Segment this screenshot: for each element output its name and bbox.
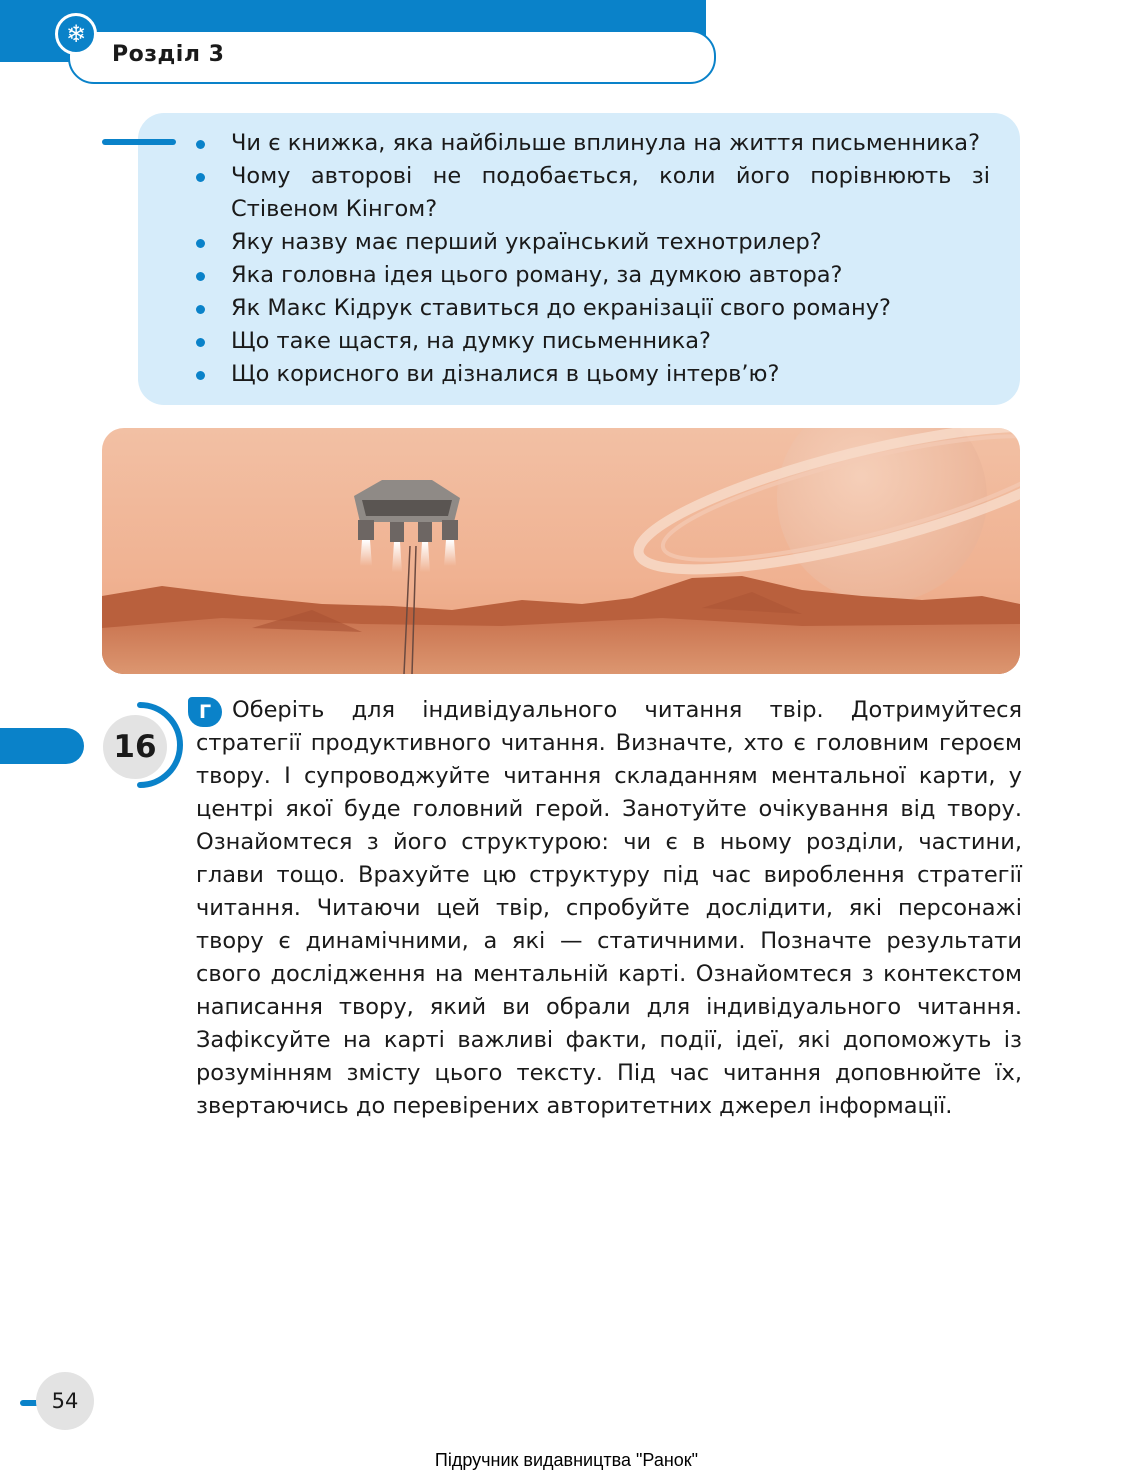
task-type-badge: Г [188, 697, 222, 727]
question-item: Чи є книжка, яка найбільше вплинула на життя письменника? [194, 127, 990, 160]
questions-marker [102, 139, 176, 145]
snowflake-icon: ❄ [55, 13, 97, 55]
mars-illustration [102, 428, 1020, 674]
question-item: Яка головна ідея цього роману, за думкою автора? [194, 259, 990, 292]
task-number-bar [0, 728, 84, 764]
question-item: Чому авторові не подобається, коли його порівнюють зі Стівеном Кінгом? [194, 160, 990, 226]
footer-publisher: Підручник видавництва "Ранок" [434, 1450, 699, 1470]
section-title: Розділ 3 [112, 42, 225, 67]
page-number: 54 [36, 1372, 94, 1430]
question-item: Яку назву має перший український технотрилер? [194, 226, 990, 259]
task-number: 16 [103, 715, 167, 779]
questions-list [194, 127, 990, 391]
task-text: Оберіть для індивідуального читання твір. Дотримуйтеся стратегії продуктивного читання. Визначте, хто є головним героєм твору. І супроводжуйте читання складанням ментальної карти, у центрі якої буде головний герой. Занотуйте очікування від твору. Ознайомтеся з його структурою: чи є в ньому розділи, частини, глави тощо. Врахуйте цю структуру під час вироблення стратегії читання. Читаючи цей твір, спробуйте дослідити, які персонажі твору є динамічними, а які — статичними. Позначте результати свого дослідження на ментальній карті. Ознайомтеся з контекстом написання твору, який ви обрали для індивідуального читання. Зафіксуйте на карті важливі факти, події, ідеї, які допоможуть із розумінням змісту цього тексту. Під час читання доповнюйте їх, звертаючись до перевірених авторитетних джерел інформації. [196, 697, 1022, 1119]
question-item: Як Макс Кідрук ставиться до екранізації свого роману? [194, 292, 990, 325]
question-item: Що корисного ви дізналися в цьому інтерв’ю? [194, 358, 990, 391]
question-item: Що таке щастя, на думку письменника? [194, 325, 990, 358]
